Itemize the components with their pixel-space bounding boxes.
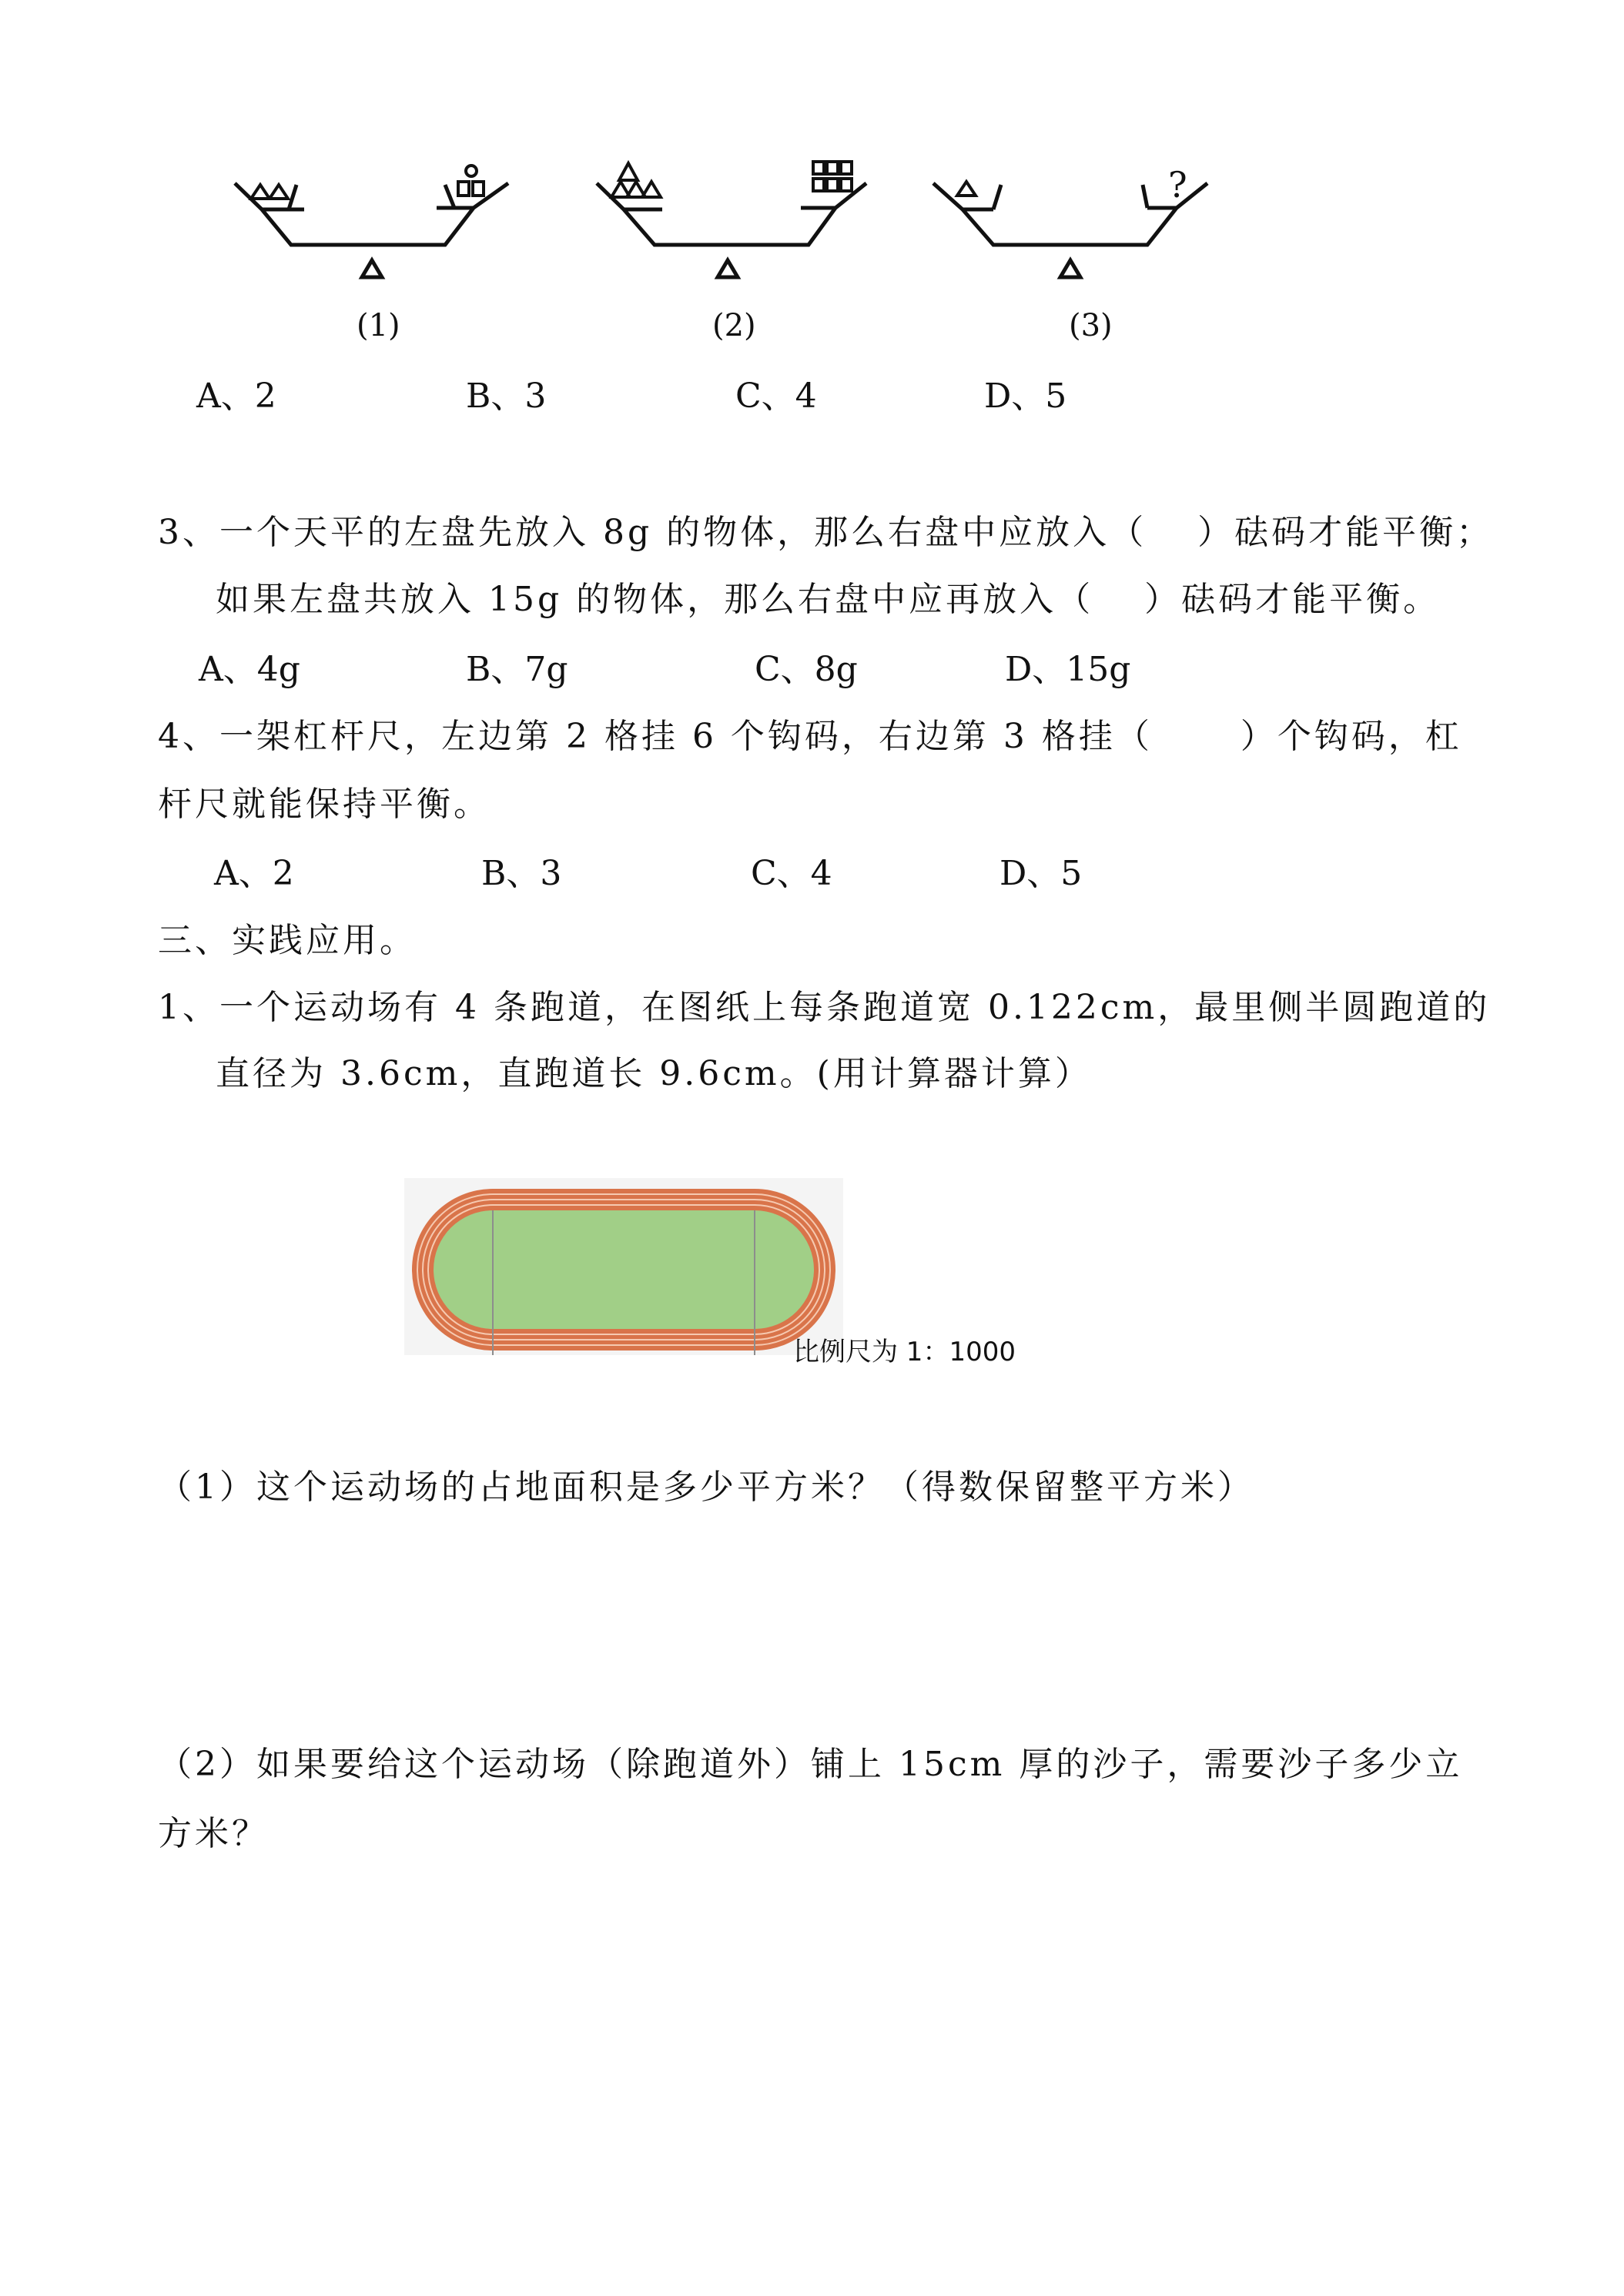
q4-line-2: 杆尺就能保持平衡。: [158, 785, 491, 824]
balance-figure-1: [0, 0, 1624, 308]
sub-question-2-line-1: （2）如果要给这个运动场（除跑道外）铺上 15cm 厚的沙子，需要沙子多少立: [158, 1745, 1463, 1784]
question-mark: ?: [1168, 164, 1187, 206]
balance-option-a: A、2: [196, 377, 276, 416]
q3-line-1: 3、一个天平的左盘先放入 8g 的物体，那么右盘中应放入（ ）砝码才能平衡；: [158, 513, 1494, 552]
q3-option-c: C、8g: [755, 650, 858, 689]
q4-option-d: D、5: [1000, 854, 1083, 893]
balance-option-c: C、4: [735, 377, 817, 416]
balance-option-d: D、5: [984, 377, 1067, 416]
scale-label: 比例尺为 1：1000: [793, 1337, 1016, 1367]
caption-2: (2): [712, 308, 756, 343]
p1-line-2: 直径为 3.6cm，直跑道长 9.6cm。(用计算器计算）: [216, 1054, 1092, 1093]
q4-line-1: 4、一架杠杆尺，左边第 2 格挂 6 个钩码，右边第 3 格挂（ ）个钩码，杠: [158, 717, 1462, 756]
q3-line-2: 如果左盘共放入 15g 的物体，那么右盘中应再放入（ ）砝码才能平衡。: [216, 580, 1441, 619]
sub-question-1: （1）这个运动场的占地面积是多少平方米？（得数保留整平方米）: [158, 1468, 1254, 1507]
q4-option-b: B、3: [481, 854, 562, 893]
q3-option-b: B、7g: [466, 650, 568, 689]
balance-option-b: B、3: [466, 377, 547, 416]
p1-line-1: 1、一个运动场有 4 条跑道，在图纸上每条跑道宽 0.122cm，最里侧半圆跑道的: [158, 988, 1491, 1027]
q4-option-c: C、4: [751, 854, 832, 893]
track-field-figure: [404, 1178, 866, 1355]
sub-question-2-line-2: 方米？: [158, 1814, 269, 1853]
caption-3: (3): [1069, 308, 1113, 343]
caption-1: (1): [357, 308, 400, 343]
section-3-heading: 三、实践应用。: [158, 921, 417, 960]
q3-option-d: D、15g: [1005, 650, 1131, 689]
q4-option-a: A、2: [214, 854, 294, 893]
q3-option-a: A、4g: [199, 650, 300, 689]
